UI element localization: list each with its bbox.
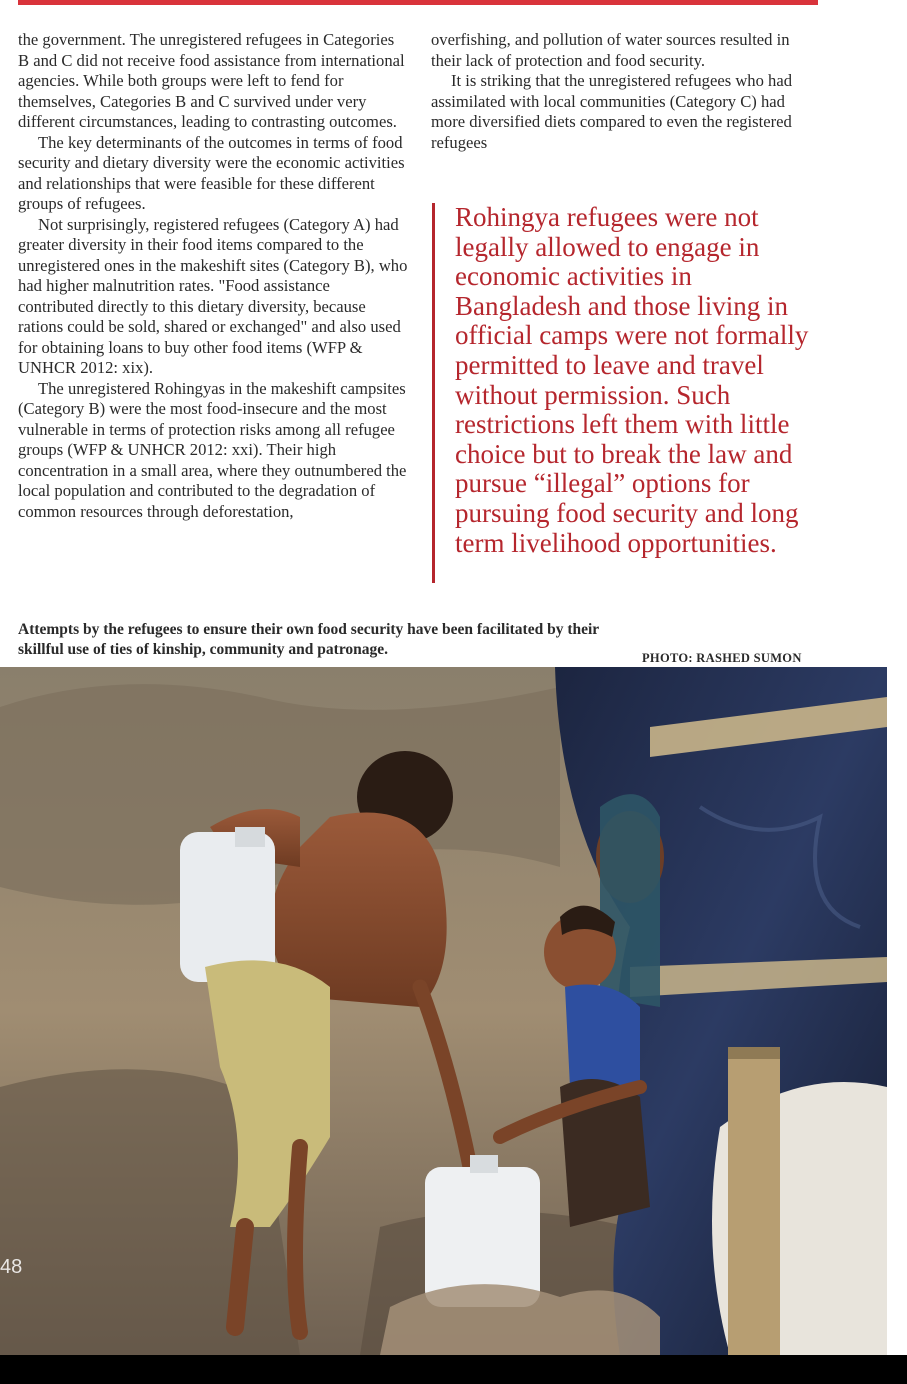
article-right-column — [431, 30, 823, 153]
paragraph: Not surprisingly, registered refugees (Category A) had greater diversity in their food items compared to the unregistered ones in the makeshift sites (Category B), who had higher malnutrition rates. "Food assistance contributed directly to this dietary diversity, because rations could be sold, shared or exchanged" and also used for obtaining loans to buy other food items (WFP & UNHCR 2012: xix). — [18, 214, 408, 377]
paragraph: overfishing, and pollution of water sources resulted in their lack of protection and food security. — [431, 30, 790, 70]
page-number: 48 — [0, 1256, 23, 1278]
article-left-column — [18, 30, 408, 522]
pull-quote — [432, 203, 824, 583]
photo-credit: PHOTO: RASHED SUMON — [642, 651, 802, 665]
photo-illustration — [0, 667, 887, 1355]
paragraph: The key determinants of the outcomes in terms of food security and dietary diversity were the economic activities and relationships that were feasible for these different groups of refugees. — [18, 132, 405, 213]
paragraph: The unregistered Rohingyas in the makeshift campsites (Category B) were the most food-insecure and the most vulnerable in terms of protection risks among all refugee groups (WFP & UNHCR 2012: xxi). Their high concentration in a small area, where they outnumbered the local population and contributed to the degradation of common resources through deforestation, — [18, 378, 407, 521]
top-accent-rule — [18, 0, 818, 5]
bottom-black-bar — [0, 1355, 907, 1384]
pull-quote-text: Rohingya refugees were not legally allowed to engage in economic activities in Bangladesh and those living in official camps were not formally permitted to leave and travel without permission. Such restrictions left them with little choice but to break the law and pursue “illegal” options for pursuing food security and long term livelihood opportunities. — [455, 202, 809, 558]
article-photo — [0, 667, 887, 1355]
photo-caption: Attempts by the refugees to ensure their own food security have been facilitated by their skillful use of ties of kinship, community and patronage. — [18, 621, 599, 658]
paragraph: It is striking that the unregistered refugees who had assimilated with local communities (Category C) had more diversified diets compared to even the registered refugees — [431, 71, 792, 152]
paragraph: the government. The unregistered refugees in Categories B and C did not receive food assistance from international agencies. While both groups were left to fend for themselves, Categories B and C survived under very different circumstances, leading to contrasting outcomes. — [18, 30, 405, 131]
